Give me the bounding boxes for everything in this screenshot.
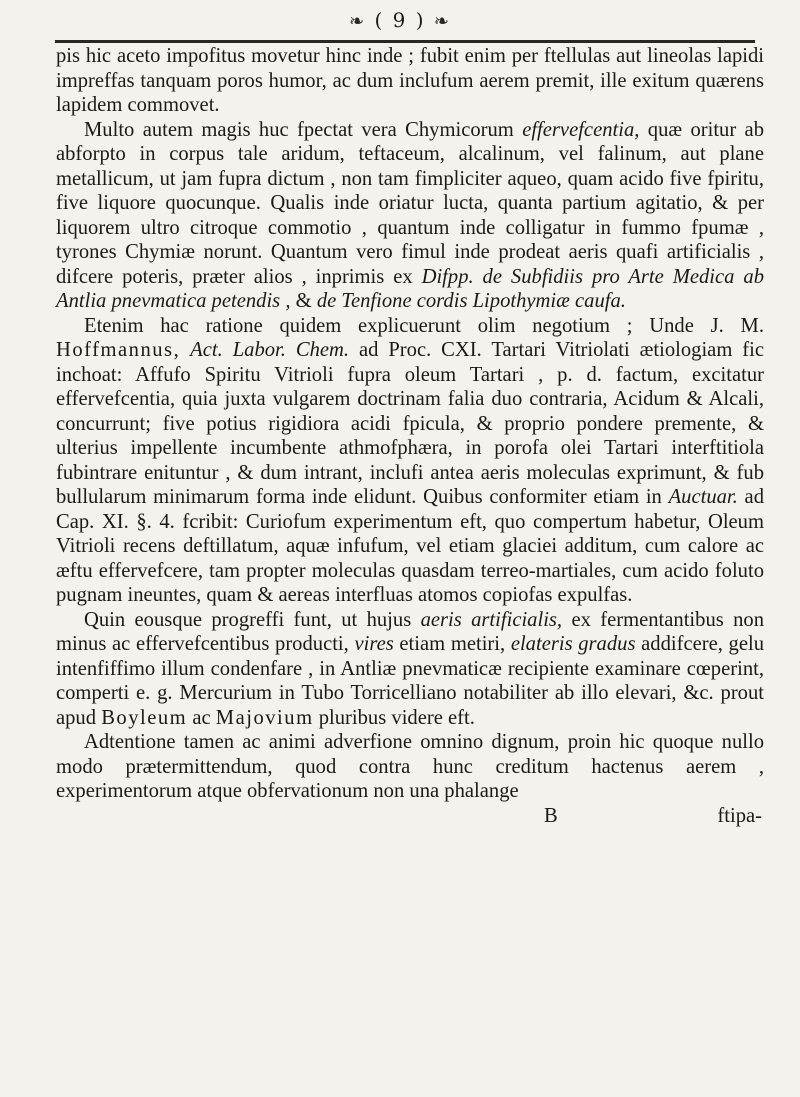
text-run: quæ oritur ab abforpto in corpus tale aridum, teftaceum, alcalinum, vel falinum, aut plane metallicum, ut jam fupra dictum , non tam fimpliciter aqueo, quam acido five fpiritu, five liquore quocunque. Qualis inde oriatur lucta, quanta partium agitatio, & per liquorem ultro citroque commotio , quantum inde colligatur in fummo fpumæ , tyrones Chymiæ norunt. Quantum vero fimul inde prodeat aeris quafi artificialis , difcere poteris, præter alios , inprimis ex xyxy=(56,118,764,288)
page-header xyxy=(0,8,800,32)
text-run: Etenim hac ratione quidem explicuerunt olim negotium ; Unde J. M. xyxy=(84,314,764,337)
author-name: Majovium xyxy=(215,706,314,729)
paragraph-hoffmannus xyxy=(56,314,764,608)
text-run: pluribus videre eft. xyxy=(313,706,475,729)
catchword: ftipa- xyxy=(717,804,762,827)
paragraph-continued xyxy=(56,44,764,118)
page-number: ( 9 ) xyxy=(374,8,426,32)
right-ornament-icon: ❧ xyxy=(433,11,451,32)
header-rule xyxy=(55,40,755,43)
text-line: premit, ille exitum quærens lapidem commovet. xyxy=(56,69,764,116)
text-run: ac xyxy=(187,706,216,729)
italic-term: aeris artificialis, xyxy=(420,608,563,631)
italic-term: elateris gradus xyxy=(510,633,636,655)
text-run xyxy=(180,339,190,361)
text-run: Adtentione tamen ac animi adverfione omnino dignum, proin hic quoque nullo modo prætermittendum, quod contra hunc creditum hactenus aerem , experimentorum atque obfervationum non una phalange xyxy=(56,731,764,802)
text-run: Multo autem magis huc fpectat vera Chymicorum xyxy=(84,118,523,141)
page-footer xyxy=(56,804,764,828)
italic-reference: Difpp. de Subfidiis pro Arte Medica ab Antlia pnevmatica petendis , xyxy=(56,265,764,312)
text-run: etiam metiri, xyxy=(393,633,511,655)
author-name: Hoffmannus, xyxy=(56,339,181,361)
text-run: ad Proc. CXI. Tartari Vitriolati ætiologiam fic inchoat: Affufo Spiritu Vitrioli fupra oleum Tartari , p. d. factum, excitatur effervefcentia, quia juxta vulgarem doctrinam falia duo contraria, Acidum & Alcali, concurrunt; five potius rigidiora acidi fpicula, & proprio pondere premente, & ulterius impellente incumbente athmofphæra, in porofa olei Tartari interftitiola fubintrare enituntur , & dum intrant, inclufi antea aeris moleculas exprimunt, & fub bullularum minimarum forma inde elidunt. Quibus conformiter etiam in xyxy=(56,339,764,508)
paragraph-aeris-artificialis xyxy=(56,608,764,731)
author-name: Boyleum xyxy=(101,706,188,729)
paragraph-adtentione xyxy=(56,730,764,804)
italic-reference: de Tenfione cordis Lipothymiæ caufa. xyxy=(316,290,626,312)
text-line: lineolas lapidi impreffas tanquam poros humor, ac dum inclufum aerem xyxy=(56,45,765,92)
italic-term: vires xyxy=(354,633,394,655)
text-run: addifcere, gelu intenfiffimo illum condenfare , in Antliæ pnevmaticæ recipiente examinare cœperint, comperti e. g. Mercurium in Tubo Torricelliano notabiliter ab illo elevari, &c. prout apud xyxy=(56,633,764,729)
paragraph-effervescentia xyxy=(56,118,764,314)
signature-mark: B xyxy=(544,804,558,827)
text-run: & xyxy=(290,290,317,312)
body-text xyxy=(56,44,764,828)
italic-reference: Auctuar. xyxy=(668,486,738,508)
text-line: pis hic aceto impofitus movetur hinc inde ; fubit enim per ftellulas aut xyxy=(56,45,642,67)
text-run: ad Cap. XI. §. 4. fcribit: Curiofum experimentum eft, quo compertum habetur, Oleum Vitrioli recens deftillatum, aquæ infufum, vel etiam glaciei additum, cum calore ac æftu effervefcere, tam propter moleculas quasdam terreo-martiales, cum acido foluto pugnam ineuntes, quam & aereas interfluas atomos copiofas expulfas. xyxy=(56,486,764,606)
text-run: Quin eousque progreffi funt, ut hujus xyxy=(84,608,421,631)
text-run: ex fermentantibus non minus ac effervefcentibus producti, xyxy=(56,608,765,655)
italic-term: effervefcentia, xyxy=(522,118,640,141)
left-ornament-icon: ❧ xyxy=(349,11,367,32)
italic-reference: Act. Labor. Chem. xyxy=(190,339,350,361)
